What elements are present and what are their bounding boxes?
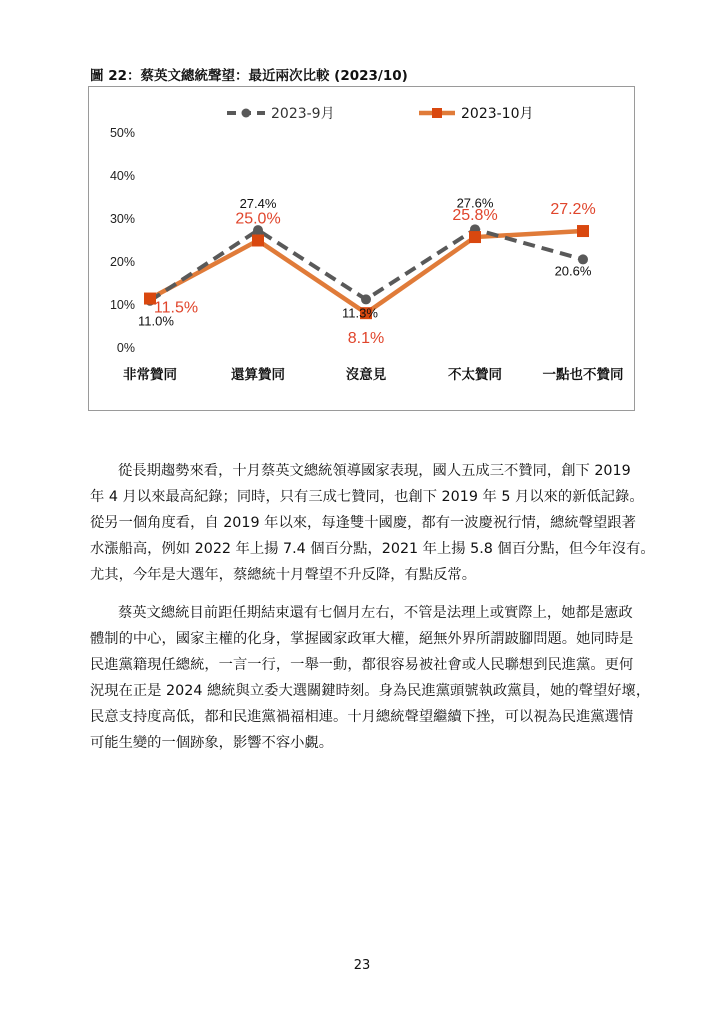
y-tick-label: 0% bbox=[116, 341, 135, 355]
data-label-oct: 11.5% bbox=[153, 299, 199, 317]
y-tick-label: 10% bbox=[109, 298, 135, 312]
paragraph-line: 體制的中心，國家主權的化身，掌握國家政軍大權，絕無外界所謂跛腳問題。她同時是 bbox=[90, 631, 634, 647]
chart-frame bbox=[88, 86, 635, 411]
paragraph-line: 可能生變的一個跡象，影響不容小覷。 bbox=[90, 735, 334, 751]
data-label-oct: 27.2% bbox=[550, 201, 596, 219]
legend-label-sep: 2023-9月 bbox=[271, 106, 335, 122]
x-category-label: 沒意見 bbox=[345, 367, 387, 383]
paragraph-line: 蔡英文總統目前距任期結束還有七個月左右，不管是法理上或實際上，她都是憲政 bbox=[118, 605, 633, 621]
y-tick-label: 50% bbox=[109, 126, 135, 140]
paragraph-line: 民意支持度高低，都和民進黨禍福相連。十月總統聲望繼續下挫，可以視為民進黨選情 bbox=[90, 709, 634, 725]
page-number: 23 bbox=[353, 958, 371, 973]
data-point-oct bbox=[469, 231, 481, 243]
data-point-sep bbox=[361, 294, 371, 304]
paragraph-line: 尤其，今年是大選年，蔡總統十月聲望不升反降，有點反常。 bbox=[90, 567, 477, 583]
paragraph-line: 況現在正是 2024 總統與立委大選關鍵時刻。身為民進黨頭號執政黨員，她的聲望好壞， bbox=[90, 683, 651, 699]
y-tick-label: 40% bbox=[109, 169, 135, 183]
y-tick-label: 20% bbox=[109, 255, 135, 269]
x-category-label: 還算贊同 bbox=[231, 367, 285, 383]
data-label-sep: 11.3% bbox=[342, 305, 378, 321]
x-category-label: 不太贊同 bbox=[448, 367, 502, 383]
paragraph-line: 從另一個角度看，自 2019 年以來，每逢雙十國慶，都有一波慶祝行情，總統聲望跟著 bbox=[90, 515, 636, 531]
paragraph-line: 年 4 月以來最高紀錄；同時，只有三成七贊同，也創下 2019 年 5 月以來的新低記錄。 bbox=[90, 489, 644, 505]
paragraph-line: 民進黨籍現任總統，一言一行，一舉一動，都很容易被社會或人民聯想到民進黨。更何 bbox=[90, 657, 634, 673]
data-label-oct: 8.1% bbox=[347, 330, 385, 348]
data-label-sep: 11.0% bbox=[138, 313, 174, 329]
paragraph-line: 從長期趨勢來看，十月蔡英文總統領導國家表現，國人五成三不贊同，創下 2019 bbox=[118, 463, 631, 479]
line-chart bbox=[89, 87, 636, 412]
data-label-sep: 27.6% bbox=[456, 195, 494, 211]
data-label-sep: 20.6% bbox=[554, 263, 592, 279]
legend-label-oct: 2023-10月 bbox=[461, 106, 534, 122]
y-tick-label: 30% bbox=[109, 212, 135, 226]
x-category-label: 一點也不贊同 bbox=[542, 367, 624, 383]
data-label-sep: 27.4% bbox=[239, 196, 277, 212]
data-point-oct bbox=[252, 235, 264, 247]
paragraph-2 bbox=[90, 600, 651, 756]
x-category-label: 非常贊同 bbox=[123, 367, 177, 383]
legend-marker-oct bbox=[432, 108, 442, 118]
data-label-oct: 25.8% bbox=[452, 207, 498, 225]
figure-caption: 圖 22：蔡英文總統聲望：最近兩次比較 (2023/10) bbox=[90, 68, 408, 84]
data-point-oct bbox=[577, 225, 589, 237]
paragraph-line: 水漲船高，例如 2022 年上揚 7.4 個百分點，2021 年上揚 5.8 個百分點，但今年沒有。 bbox=[90, 541, 655, 557]
data-label-oct: 25.0% bbox=[235, 210, 281, 228]
legend-marker-sep bbox=[242, 109, 251, 118]
paragraph-1 bbox=[90, 458, 655, 588]
